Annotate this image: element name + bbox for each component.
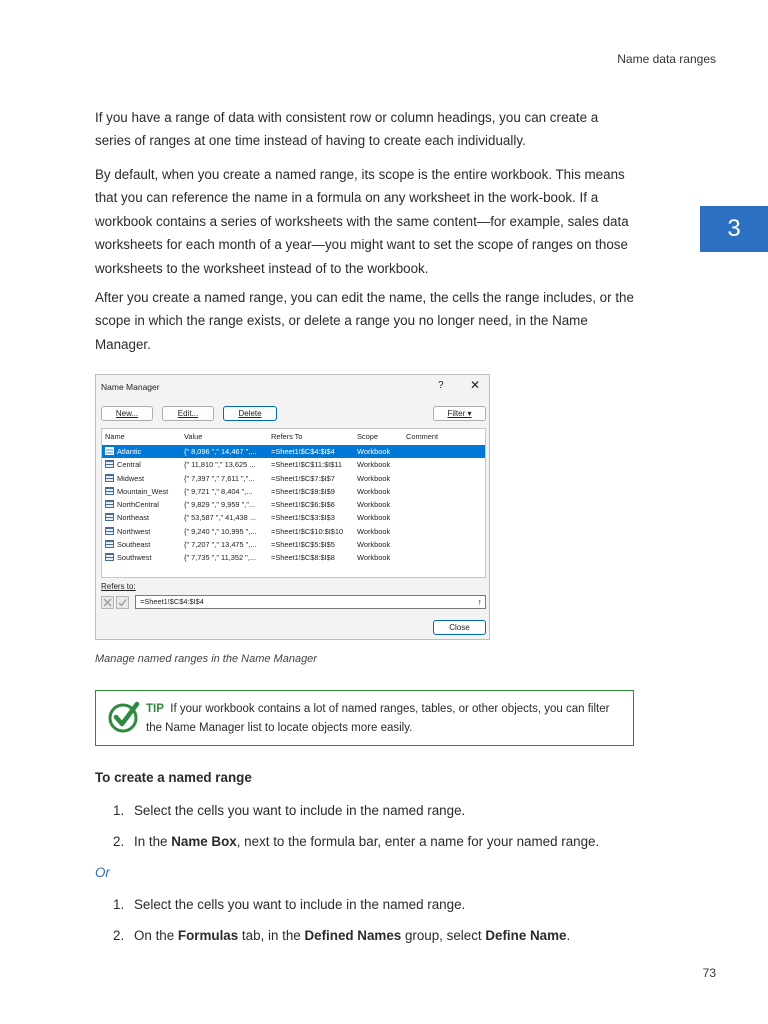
cell-scope: Workbook xyxy=(357,473,391,483)
tip-label: TIP xyxy=(146,703,164,715)
cell-refers-to: =Sheet1!$C$11:$I$11 xyxy=(271,460,343,470)
named-range-icon xyxy=(105,553,114,561)
page-number: 73 xyxy=(702,966,716,980)
ui-term: Defined Names xyxy=(304,928,402,943)
cell-value: {" 53,587 "," 41,438 ... xyxy=(184,513,256,523)
cell-scope: Workbook xyxy=(357,486,391,496)
body-paragraph: After you create a named range, you can edit the name, the cells the range includes, or the scope in which the range exists, or delete a range you no longer need, in the Name Manager. xyxy=(95,290,634,352)
edit-button[interactable]: Edit... xyxy=(162,406,214,421)
ui-term: Define Name xyxy=(485,928,567,943)
list-header xyxy=(102,429,485,445)
step-text: , next to the formula bar, enter a name for your named range. xyxy=(236,834,600,849)
step-number: 2. xyxy=(113,834,125,849)
cell-name-text: Northeast xyxy=(117,513,150,523)
named-ranges-list[interactable] xyxy=(101,428,486,578)
cell-name xyxy=(105,472,183,485)
delete-button[interactable]: Delete xyxy=(223,406,277,421)
collapse-dialog-icon[interactable]: ↑ xyxy=(477,597,482,607)
cell-refers-to: =Sheet1!$C$4:$I$4 xyxy=(271,447,335,456)
refers-to-value: =Sheet1!$C$4:$I$4 xyxy=(140,597,204,606)
step-number: 2. xyxy=(113,928,125,943)
cell-name xyxy=(105,551,183,564)
close-icon[interactable]: ✕ xyxy=(470,378,481,392)
cell-refers-to: =Sheet1!$C$5:$I$5 xyxy=(271,540,335,550)
named-range-icon xyxy=(105,500,114,508)
cell-scope: Workbook xyxy=(357,540,391,550)
step-number: 1. xyxy=(113,897,125,912)
cell-name-text: Mountain_West xyxy=(117,486,169,496)
new-button[interactable]: New... xyxy=(101,406,153,421)
filter-button[interactable]: Filter ▾ xyxy=(433,406,486,421)
column-header-value[interactable]: Value xyxy=(184,432,203,441)
table-row[interactable] xyxy=(102,458,485,471)
named-range-icon xyxy=(105,487,114,495)
table-row[interactable] xyxy=(102,511,485,524)
chapter-tab: 3 xyxy=(700,206,768,252)
body-paragraph: By default, when you create a named range, its scope is the entire workbook. This means that you can reference the name in a formula on any worksheet in the work-book. If a workbook contains a series of worksheets with the same content—for example, sales data worksheets for each month of a year—you might want to set the scope of ranges on those worksheets to the worksheet instead of to the workbook. xyxy=(95,167,629,276)
cell-value: {" 8,096 "," 14,467 ",... xyxy=(184,447,257,456)
cell-name-text: NorthCentral xyxy=(117,500,159,510)
cell-name-text: Southwest xyxy=(117,553,152,563)
step-number: 1. xyxy=(113,803,125,818)
cell-scope: Workbook xyxy=(357,500,391,510)
named-range-icon xyxy=(105,474,114,482)
column-header-name[interactable]: Name xyxy=(105,432,125,441)
dialog-title: Name Manager xyxy=(101,382,160,392)
column-header-comment[interactable]: Comment xyxy=(406,432,439,441)
named-range-icon xyxy=(105,527,114,535)
enter-icon[interactable] xyxy=(117,597,129,609)
cell-name-text: Northwest xyxy=(117,526,151,536)
cell-value: {" 11,810 "," 13,625 ... xyxy=(184,460,256,470)
cell-name-text: Midwest xyxy=(117,473,145,483)
table-row[interactable] xyxy=(102,498,485,511)
cell-refers-to: =Sheet1!$C$10:$I$10 xyxy=(271,526,344,536)
named-range-icon xyxy=(105,447,114,455)
help-icon[interactable]: ? xyxy=(438,380,444,391)
step-text: In the xyxy=(134,834,172,849)
ui-term: Name Box xyxy=(171,834,237,849)
cell-scope: Workbook xyxy=(357,447,391,456)
table-row[interactable] xyxy=(102,551,485,564)
cell-value: {" 9,240 "," 10,995 ",... xyxy=(184,526,257,536)
ui-term: Formulas xyxy=(177,928,239,943)
procedure-step xyxy=(113,834,599,849)
cell-value: {" 7,207 "," 13,475 ",... xyxy=(184,540,257,550)
table-row[interactable] xyxy=(102,538,485,551)
step-text: group, select xyxy=(401,928,486,943)
cell-refers-to: =Sheet1!$C$6:$I$6 xyxy=(271,500,335,510)
cell-refers-to: =Sheet1!$C$7:$I$7 xyxy=(271,473,335,483)
procedure-heading: To create a named range xyxy=(95,770,252,785)
table-row[interactable] xyxy=(102,525,485,538)
cancel-icon[interactable] xyxy=(102,597,114,609)
close-button[interactable]: Close xyxy=(433,620,486,635)
table-row[interactable] xyxy=(102,445,485,458)
step-text: Select the cells you want to include in the named range. xyxy=(134,897,466,912)
named-range-icon xyxy=(105,540,114,548)
step-text: . xyxy=(566,928,571,943)
cell-name-text: Central xyxy=(117,460,141,470)
body-paragraph: If you have a range of data with consistent row or column headings, you can create a series of ranges at one time instead of having to create each individually. xyxy=(95,110,599,149)
step-text: On the xyxy=(134,928,178,943)
procedure-step xyxy=(113,897,465,912)
cell-name-text: Atlantic xyxy=(117,447,142,456)
table-row[interactable] xyxy=(102,472,485,485)
cell-value: {" 9,721 "," 8,404 ",... xyxy=(184,486,253,496)
table-row[interactable] xyxy=(102,485,485,498)
tip-text-block xyxy=(146,700,621,738)
name-manager-dialog xyxy=(95,374,490,640)
cell-name xyxy=(105,485,183,498)
refers-to-edit-icons xyxy=(101,596,131,609)
cell-refers-to: =Sheet1!$C$8:$I$8 xyxy=(271,553,335,563)
column-header-scope[interactable]: Scope xyxy=(357,432,378,441)
cell-name xyxy=(105,538,183,551)
cell-name-text: Southeast xyxy=(117,540,151,550)
cell-name xyxy=(105,445,183,458)
or-separator: Or xyxy=(95,865,110,880)
step-text: Select the cells you want to include in the named range. xyxy=(134,803,466,818)
step-text: tab, in the xyxy=(238,928,305,943)
cell-name xyxy=(105,458,183,471)
tip-text: If your workbook contains a lot of named ranges, tables, or other objects, you can filter the Name Manager list to locate objects more easily. xyxy=(146,703,610,734)
cell-scope: Workbook xyxy=(357,526,391,536)
checkmark-circle-icon xyxy=(108,699,140,733)
named-range-icon xyxy=(105,460,114,468)
cell-value: {" 7,397 "," 7,611 ","... xyxy=(184,473,255,483)
cell-refers-to: =Sheet1!$C$9:$I$9 xyxy=(271,486,335,496)
named-range-icon xyxy=(105,513,114,521)
cell-name xyxy=(105,498,183,511)
cell-scope: Workbook xyxy=(357,553,391,563)
column-header-refers-to[interactable]: Refers To xyxy=(271,432,303,441)
cell-scope: Workbook xyxy=(357,460,391,470)
procedure-step xyxy=(113,803,465,818)
cell-value: {" 9,829 "," 9,959 ","... xyxy=(184,500,256,510)
cell-name xyxy=(105,525,183,538)
running-head: Name data ranges xyxy=(617,52,716,66)
figure-caption: Manage named ranges in the Name Manager xyxy=(95,653,317,665)
cell-refers-to: =Sheet1!$C$3:$I$3 xyxy=(271,513,335,523)
cell-name xyxy=(105,511,183,524)
cell-value: {" 7,735 "," 11,352 ",... xyxy=(184,553,256,563)
refers-to-input[interactable] xyxy=(135,595,486,609)
procedure-step xyxy=(113,928,570,943)
refers-to-label: Refers to: xyxy=(101,582,136,591)
tip-box xyxy=(95,690,634,746)
cell-scope: Workbook xyxy=(357,513,391,523)
